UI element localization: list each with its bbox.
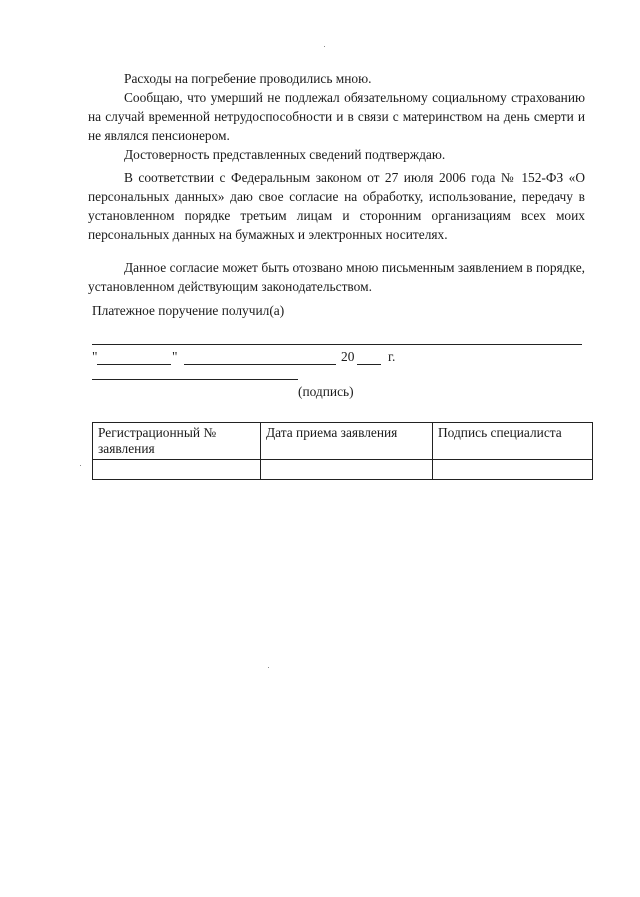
signature-line[interactable] bbox=[92, 379, 298, 380]
day-line[interactable] bbox=[97, 364, 171, 365]
paragraph-consent: В соответствии с Федеральным законом от 27 июля 2006 года № 152-ФЗ «О персональных данных» даю свое согласие на обработку, использование, передачу в установленном порядке третьим лицам и сторонним организациям всех моих персональных данных на бумажных и электронных носителях. bbox=[88, 170, 585, 242]
scan-speck bbox=[80, 465, 81, 466]
scan-speck bbox=[268, 667, 269, 668]
cell-specialist-signature[interactable] bbox=[433, 460, 593, 480]
date-quote-close: " bbox=[172, 349, 178, 364]
header-specialist-signature: Подпись специалиста bbox=[433, 423, 593, 460]
signature-caption: (подпись) bbox=[298, 384, 354, 399]
cell-registration-number[interactable] bbox=[93, 460, 261, 480]
table-header-row bbox=[93, 423, 593, 460]
cell-application-date[interactable] bbox=[261, 460, 433, 480]
payment-order-label: Платежное поручение получил(а) bbox=[92, 303, 285, 318]
year-line[interactable] bbox=[357, 364, 381, 365]
paragraph-revocation: Данное согласие может быть отозвано мною письменным заявлением в порядке, установленном действующим законодательством. bbox=[88, 260, 585, 294]
recipient-name-line[interactable] bbox=[92, 344, 582, 345]
scan-speck bbox=[324, 46, 325, 47]
header-registration-number: Регистрационный № заявления bbox=[93, 423, 261, 460]
table-row bbox=[93, 460, 593, 480]
paragraph-expenses: Расходы на погребение проводились мною. bbox=[124, 71, 372, 86]
month-line[interactable] bbox=[184, 364, 336, 365]
date-quote-open: " bbox=[92, 349, 98, 364]
year-prefix: 20 bbox=[341, 349, 355, 364]
header-application-date: Дата приема заявления bbox=[261, 423, 433, 460]
paragraph-report: Сообщаю, что умерший не подлежал обязательному социальному страхованию на случай временной нетрудоспособности и в связи с материнством на день смерти и не являлся пенсионером. bbox=[88, 90, 585, 143]
year-suffix: г. bbox=[388, 349, 396, 364]
registry-table bbox=[92, 422, 593, 480]
paragraph-accuracy: Достоверность представленных сведений подтверждаю. bbox=[124, 147, 446, 162]
